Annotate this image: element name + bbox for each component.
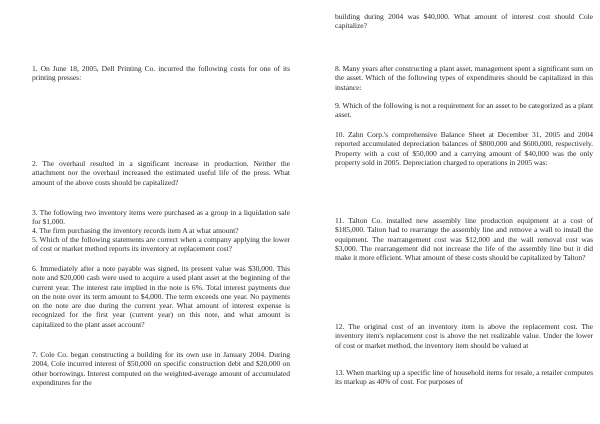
question-6: [32, 264, 290, 329]
question-2: [32, 159, 290, 187]
question-9-text: 9. Which of the following is not a requirement for an asset to be categorized as a plant asset.: [335, 101, 593, 120]
question-7-continued: [335, 12, 593, 31]
question-1: [32, 64, 290, 83]
question-1-text: 1. On June 18, 2005, Dell Printing Co. incurred the following costs for one of its printing presses:: [32, 64, 290, 83]
question-3-text: 3. The following two inventory items were purchased as a group in a liquidation sale for $1,000.: [32, 208, 290, 227]
question-4: [32, 226, 290, 235]
question-2-text: 2. The overhaul resulted in a significant increase in production. Neither the attachment nor the overhaul increased the estimated useful life of the press. What amount of the above costs should be capitalized?: [32, 159, 290, 187]
question-10-text: 10. Zahn Corp.'s comprehensive Balance Sheet at December 31, 2005 and 2004 reported accumulated depreciation balances of $800,000 and $600,000, respectively. Property with a cost of $50,000 and a carrying amount of $40,000 was the only property sold in 2005. Depreciation charged to operations in 2005 was:: [335, 130, 593, 167]
question-10: [335, 130, 593, 167]
question-4-text: 4. The firm purchasing the inventory records item A at what amount?: [32, 226, 239, 235]
question-13-text: 13. When marking up a specific line of household items for resale, a retailer computes its markup as 40% of cost. For purposes of: [335, 368, 593, 387]
question-9: [335, 101, 593, 120]
question-6-text: 6. Immediately after a note payable was signed, its present value was $30,000. This note and $20,000 cash were used to acquire a used plant asset at the beginning of the current year. The interest rate implied in the note is 6%. Total interest payments due on the note over its term amount to $4,000. The term exceeds one year. No payments on the note are due during the current year. What amount of interest expense is recognized for the first year (current year) on this note, and what amount is capitalized to the plant asset account?: [32, 264, 290, 329]
question-7-continued-text: building during 2004 was $40,000. What amount of interest cost should Cole capitalize?: [335, 12, 593, 31]
question-3: [32, 208, 290, 227]
question-13: [335, 368, 593, 387]
question-11: [335, 216, 593, 262]
question-12-text: 12. The original cost of an inventory item is above the replacement cost. The inventory item's replacement cost is above the net realizable value. Under the lower of cost or market method, the inventory item should be valued at: [335, 322, 593, 350]
question-5-text: 5. Which of the following statements are correct when a company applying the lower of cost or market method reports its inventory at replacement cost?: [32, 235, 290, 254]
question-11-text: 11. Talton Co. installed new assembly line production equipment at a cost of $185,000. Talton had to rearrange the assembly line and remove a wall to install the equipment. The rearrangement cost was $12,000 and the wall removal cost was $3,000. The rearrangement did not increase the life of the assembly line but it did make it more efficient. What amount of these costs should be capitalized by Talton?: [335, 216, 593, 263]
question-7: [32, 350, 290, 387]
question-7-text: 7. Cole Co. began constructing a building for its own use in January 2004. During 2004, Cole incurred interest of $50,000 on specific construction debt and $20,000 on other borrowings. Interest computed on the weighted-average amount of accumulated expenditures for the: [32, 350, 290, 387]
question-8: [335, 64, 593, 92]
question-12: [335, 322, 593, 350]
question-5: [32, 235, 290, 254]
question-8-text: 8. Many years after constructing a plant asset, management spent a significant sum on the asset. Which of the following types of expenditures should be capitalized in this instance:: [335, 64, 593, 92]
